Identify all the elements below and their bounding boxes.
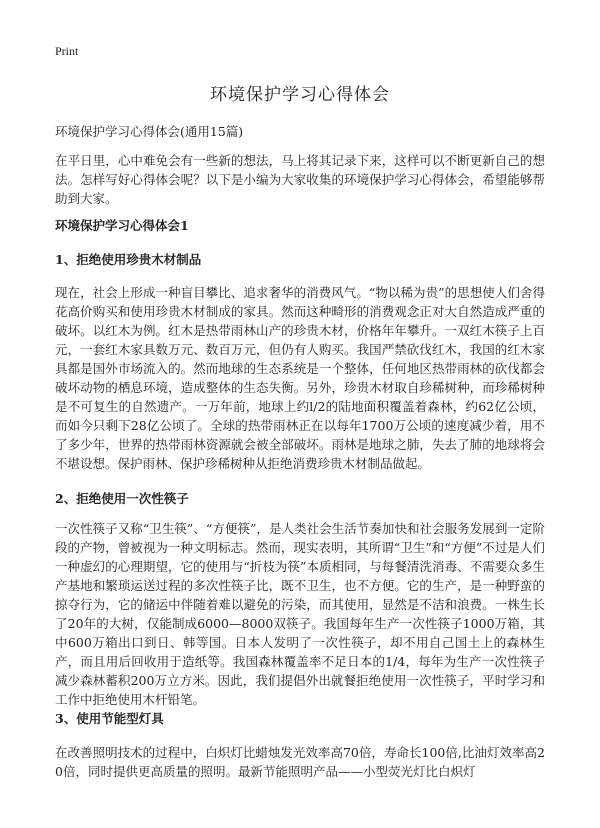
item-body-2: 一次性筷子又称“卫生筷”、“方便筷”，是人类社会生活节奏加快和社会服务发展到一定阶段的产物，曾被视为一种文明标志。然而，现实表明，其所谓“卫生”和“方便”不过是人们一种虚幻的心理期望，它的使用与“折枝为筷”本质相同，与每餐清洗消毒、不需要众多生产基地和繁琐运送过程的多次性筷子比，既不卫生，也不方便。它的生产，是一种野蛮的掠夺行为，它的储运中伴随着难以避免的污染，而其使用，显然是不洁和浪费。一株生长了20年的大树，仅能制成6000—8000双筷子。我国每年生产一次性筷子1000万箱，其中600万箱出口到日、韩等国。日本人发明了一次性筷子，却不用自己国土上的森林生产，而且用后回收用于造纸等。我国森林覆盖率不足日本的1/4，每年为生产一次性筷子减少森林蓄积200万立方米。因此，我们提倡外出就餐拒绝使用一次性筷子，平时学习和工作中拒绝使用木杆铅笔。 [55,521,545,707]
page-title: 环境保护学习心得体会 [210,85,390,105]
item-heading-1: 1、拒绝使用珍贵木材制品 [55,252,202,267]
print-link[interactable]: Print [55,44,79,58]
item-heading-2: 2、拒绝使用一次性筷子 [55,491,189,506]
document-subtitle: 环境保护学习心得体会(通用15篇) [55,124,244,139]
intro-paragraph: 在平日里，心中难免会有一些新的想法，马上将其记录下来，这样可以不断更新自己的想法。怎样写好心得体会呢？以下是小编为大家收集的环境保护学习心得体会，希望能够帮助到大家。 [55,153,545,206]
section-heading: 环境保护学习心得体会1 [55,218,189,233]
item-body-3: 在改善照明技术的过程中，白炽灯比蜡烛发光效率高70倍，寿命长100倍,比油灯效率高20倍，同时提供更高质量的照明。最新节能照明产品——小型荧光灯比白炽灯 [55,745,545,779]
item-body-1: 现在，社会上形成一种盲目攀比、追求奢华的消费风气。“物以稀为贵”的思想使人们舍得花高价购买和使用珍贵木材制成的家具。然而这种畸形的消费观念正对大自然造成严重的破坏。以红木为例。红木是热带雨林山产的珍贵木材，价格年年攀升。一双红木筷子上百元，一套红木家具数万元、数百万元，但仍有人购买。我国严禁砍伐红木，我国的红木家具都是国外市场流入的。然而地球的生态系统是一个整体，任何地区热带雨林的砍伐都会破坏动物的栖息环境，造成整体的生态失衡。另外，珍贵木材取自珍稀树种，而珍稀树种是不可复生的自然遗产。一万年前，地球上约l/2的陆地面积覆盖着森林，约62亿公顷，而如今只剩下28亿公顷了。全球的热带雨林正在以每年1700万公顷的速度减少着，用不了多少年，世界的热带雨林资源就会被全部破坏。雨林是地球之肺，失去了肺的地球将会不堪设想。保护雨林、保护珍稀树种从拒绝消费珍贵木材制品做起。 [55,285,545,471]
item-heading-3: 3、使用节能型灯具 [55,711,164,726]
